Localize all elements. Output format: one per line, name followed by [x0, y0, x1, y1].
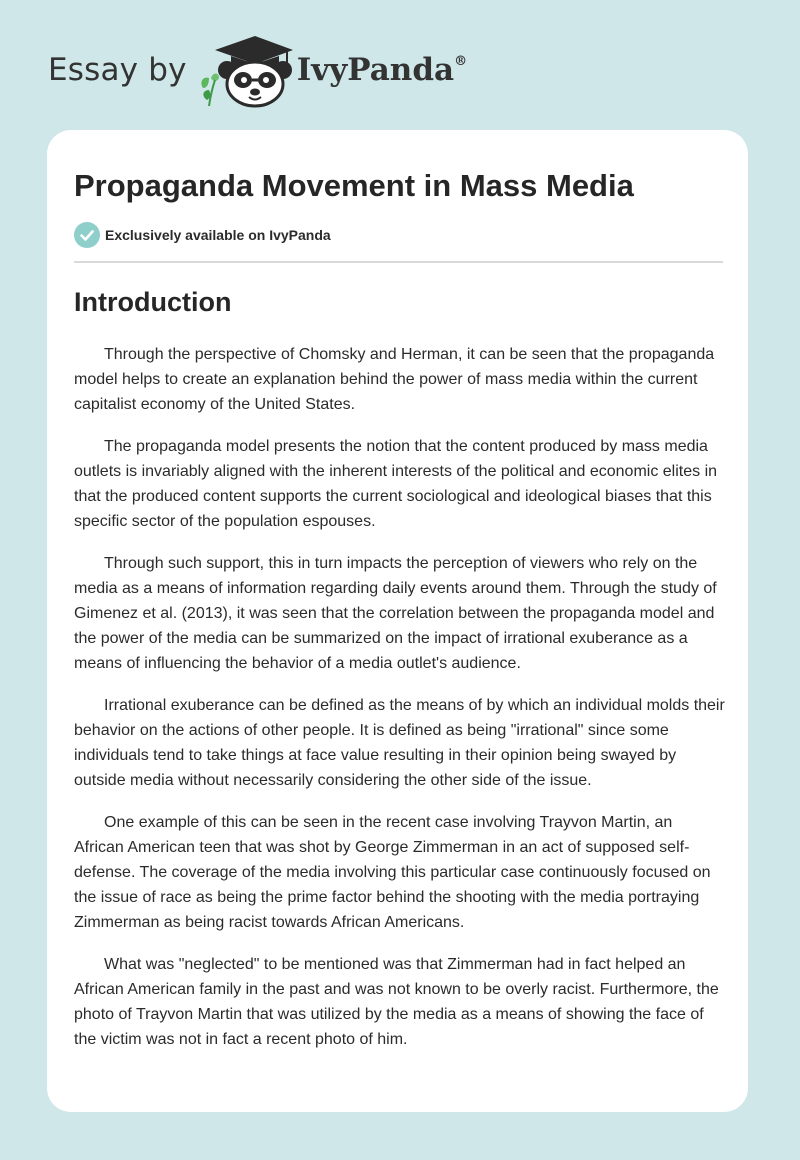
page-title: Propaganda Movement in Mass Media — [74, 168, 634, 203]
paragraph: Through the perspective of Chomsky and Herman, it can be seen that the propaganda model helps to create an explanation behind the power of mass media within the current capitalist economy of the United States. — [74, 346, 715, 413]
paragraph: What was "neglected" to be mentioned was that Zimmerman had in fact helped an African American family in the past and was not known to be overly racist. Furthermore, the photo of Trayvon Martin that was utilized by the media as a means of showing the face of the victim was not in fact a recent photo of him. — [74, 956, 719, 1048]
essay-by-label: Essay by — [48, 52, 187, 88]
divider — [74, 261, 723, 263]
brand-name[interactable] — [297, 52, 467, 88]
essay-body — [74, 342, 725, 1069]
paragraph: Irrational exuberance can be defined as the means of by which an individual molds their behavior on the actions of other people. It is defined as being "irrational" since some individuals tend to take things at face value resulting in their opinion being swayed by outside media without necessarily considering the other side of the issue. — [74, 697, 725, 789]
paragraph: One example of this can be seen in the recent case involving Trayvon Martin, an African American teen that was shot by George Zimmerman in an act of supposed self-defense. The coverage of the media involving this particular case continuously focused on the issue of race as being the prime factor behind the shooting with the media portraying Zimmerman as being racist towards African Americans. — [74, 814, 711, 931]
paragraph: The propaganda model presents the notion that the content produced by mass media outlets is invariably aligned with the inherent interests of the political and economic elites in that the produced content supports the current sociological and ideological biases that this specific sector of the population espouses. — [74, 438, 718, 530]
paragraph: Through such support, this in turn impacts the perception of viewers who rely on the media as a means of information regarding daily events around them. Through the study of Gimenez et al. (2013), it was seen that the correlation between the propaganda model and the power of the media can be summarized on the impact of irrational exuberance as a means of influencing the behavior of a media outlet's audience. — [74, 555, 717, 672]
essay-card — [47, 130, 748, 1112]
section-heading: Introduction — [74, 287, 232, 317]
site-header — [48, 30, 467, 110]
check-circle-icon — [74, 222, 100, 248]
registered-mark: ® — [454, 54, 468, 69]
panda-logo-icon[interactable] — [197, 30, 293, 110]
exclusive-badge-label: Exclusively available on IvyPanda — [105, 227, 331, 243]
brand-text: IvyPanda — [296, 52, 455, 88]
exclusive-badge — [74, 222, 331, 248]
